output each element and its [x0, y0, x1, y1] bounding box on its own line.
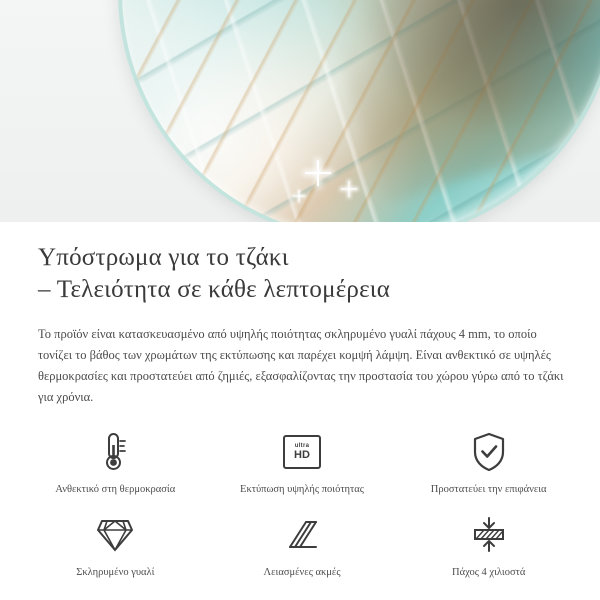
feature-label: Εκτύπωση υψηλής ποιότητας: [240, 484, 364, 495]
feature-label: Πάχος 4 χιλιοστά: [452, 567, 526, 578]
shield-check-icon: [469, 430, 509, 474]
thermometer-icon: [95, 430, 135, 474]
glass-disc-product-image: [118, 0, 600, 222]
feature-item-surface-protection: [395, 430, 582, 497]
feature-item-temperature-resistant: [22, 430, 209, 497]
feature-item-high-quality-print: [209, 430, 396, 497]
page-title: [38, 242, 558, 306]
ultra-hd-badge-icon: [283, 430, 321, 474]
feature-label: Ανθεκτικό στη θερμοκρασία: [55, 484, 176, 495]
ultra-hd-badge-top-text: ultra: [294, 443, 310, 449]
feature-grid: [22, 430, 582, 580]
diamond-icon: [94, 513, 136, 557]
feature-label: Σκληρυμένο γυαλί: [76, 567, 155, 578]
page-title-line-2: – Τελειότητα σε κάθε λεπτομέρεια: [38, 276, 391, 303]
feature-item-thickness: [395, 513, 582, 580]
hero-image: [0, 0, 600, 222]
thickness-arrows-icon: [467, 513, 511, 557]
page-title-line-1: Υπόστρωμα για το τζάκι: [38, 244, 289, 271]
description-paragraph: Το προϊόν είναι κατασκευασμένο από υψηλής ποιότητας σκληρυμένο γυαλί πάχους 4 mm, το οποίο τονίζει το βάθος των χρωμάτων της εκτύπωσης και παρέχει κομψή λάμψη. Είναι ανθεκτικό σε υψηλές θερμοκρασίες και προστατεύει από ζημιές, εξασφαλίζοντας την προστασία του χώρου γύρω από το τζάκι για χρόνια.: [38, 327, 564, 404]
feature-label: Προστατεύει την επιφάνεια: [430, 484, 547, 495]
feature-item-tempered-glass: [22, 513, 209, 580]
polished-edges-icon: [282, 513, 322, 557]
feature-label: Λειασμένες ακμές: [263, 567, 341, 578]
ultra-hd-badge-main-text: HD: [294, 449, 310, 461]
feature-item-polished-edges: [209, 513, 396, 580]
content-section: [0, 222, 600, 580]
